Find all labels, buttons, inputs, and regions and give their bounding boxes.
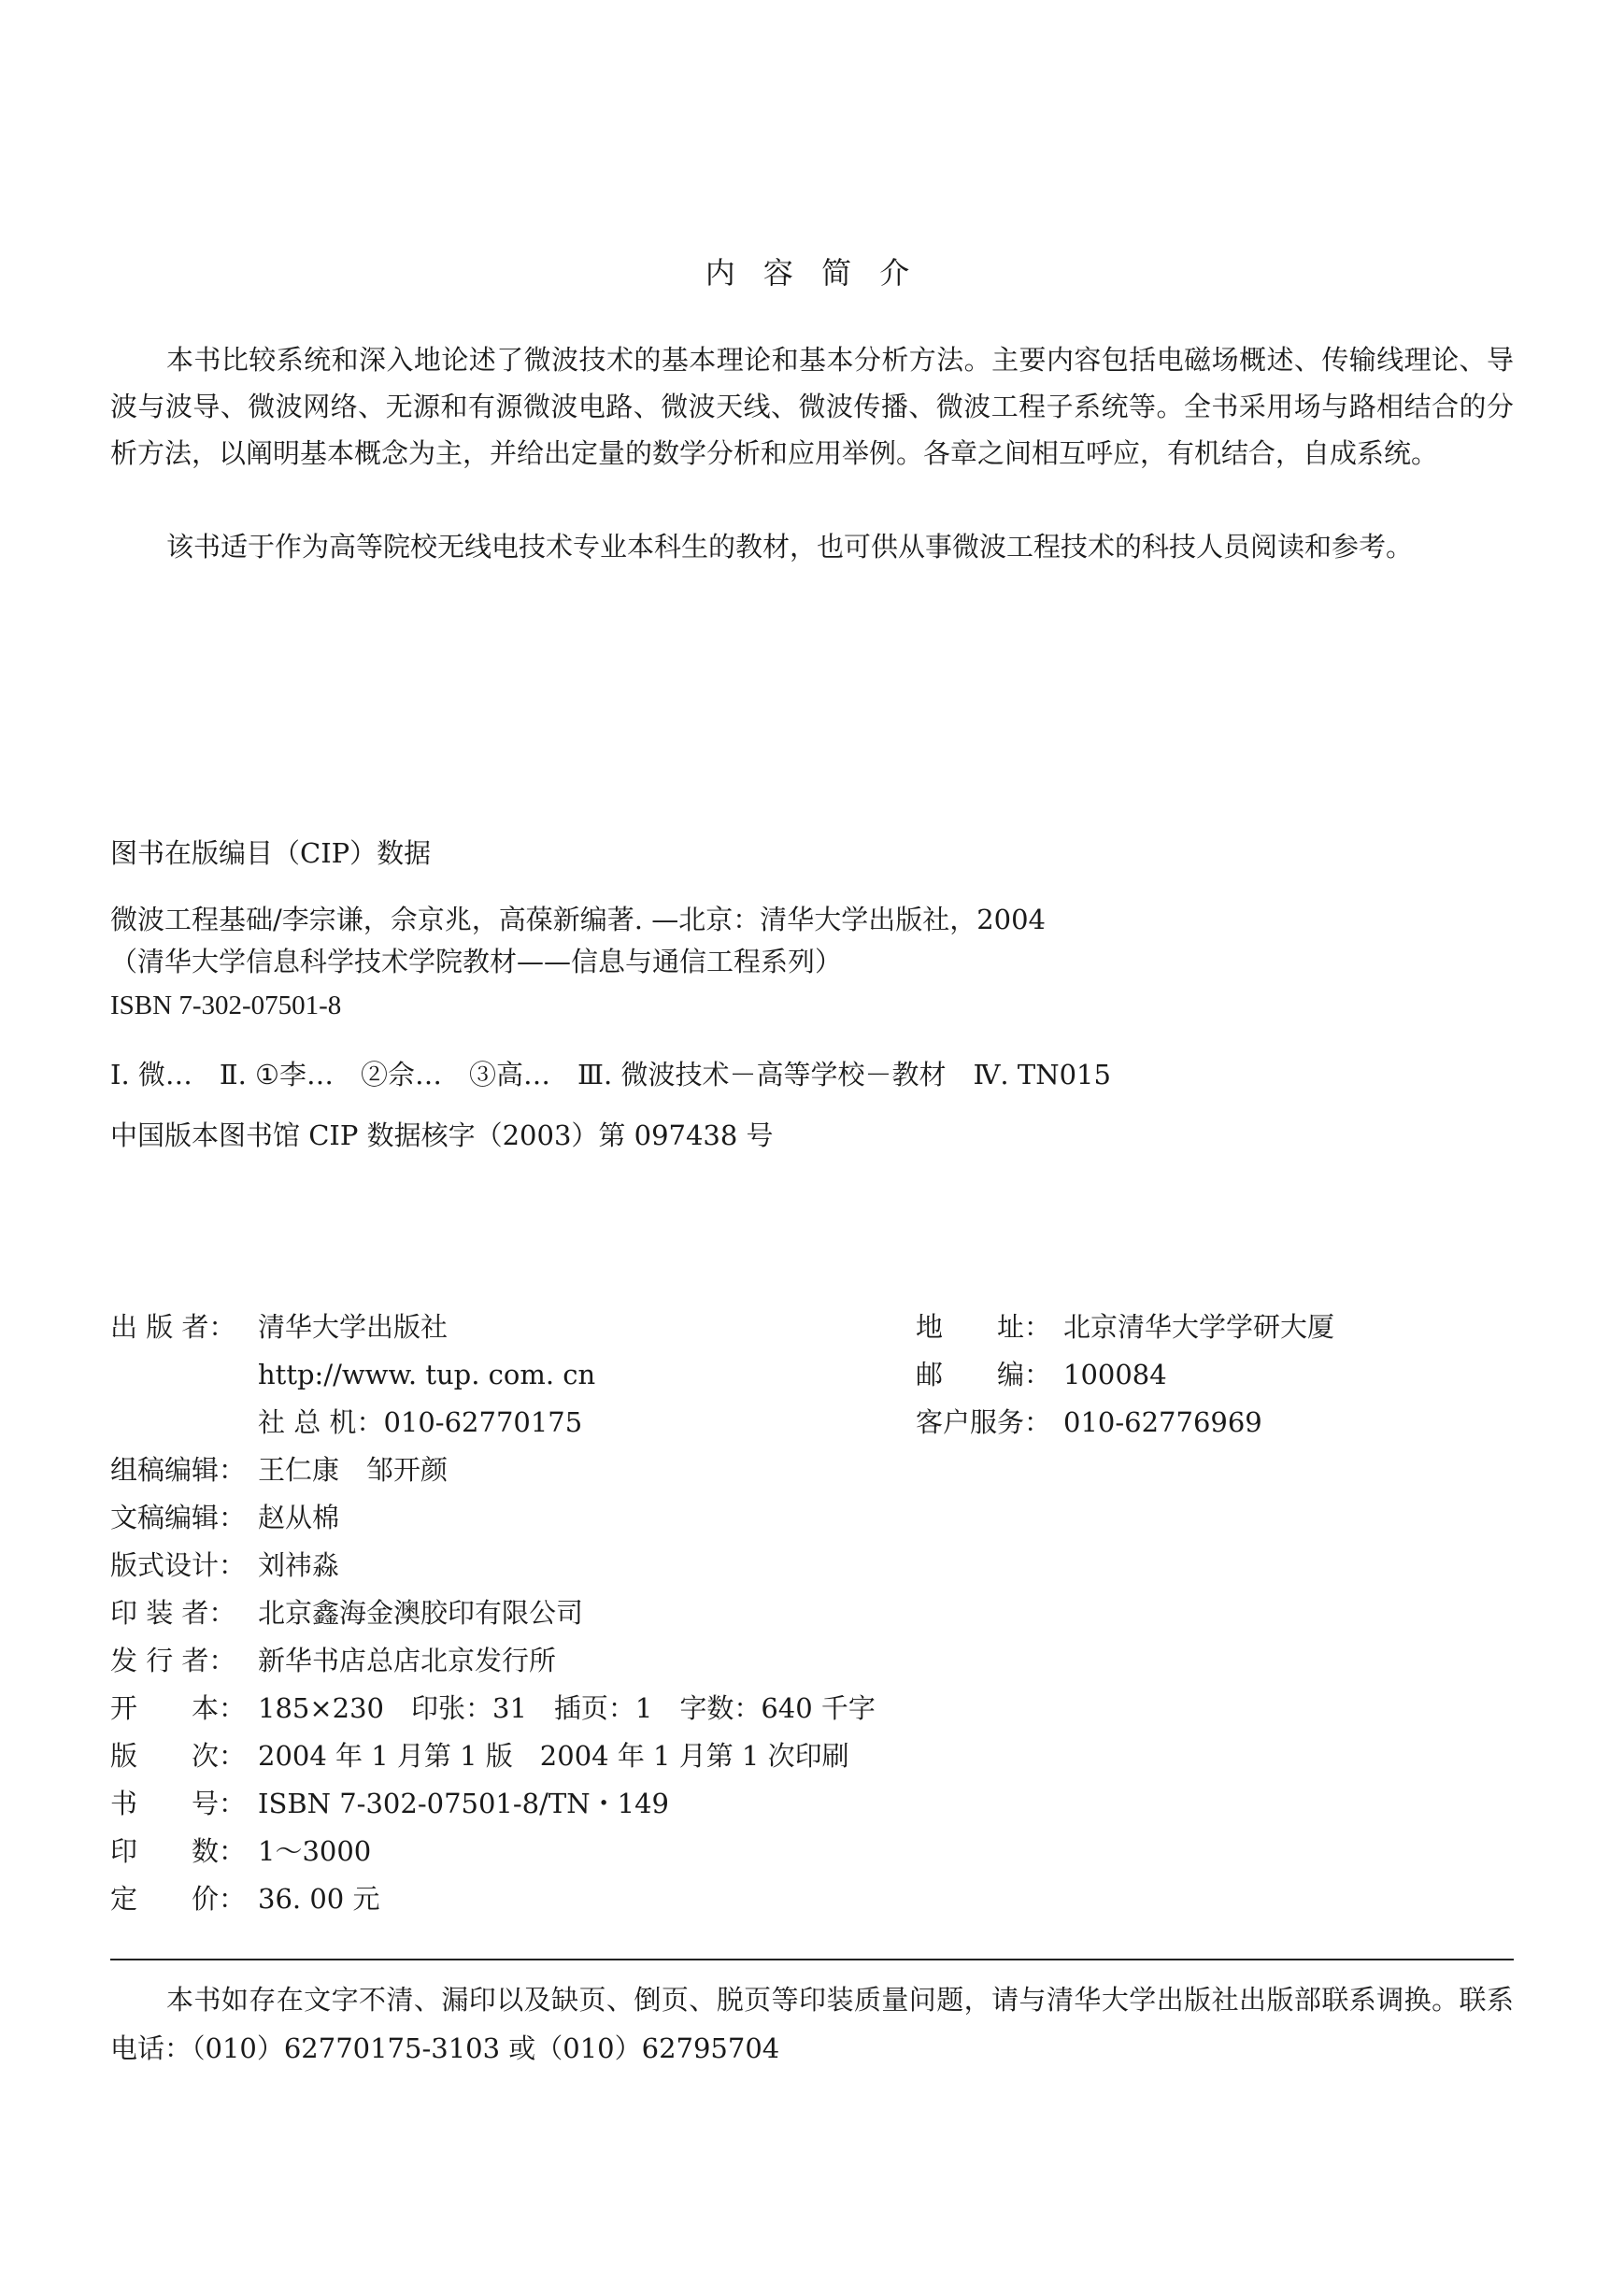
design-value: 刘祎淼 <box>258 1549 340 1581</box>
edition-value: 2004 年 1 月第 1 版 2004 年 1 月第 1 次印刷 <box>258 1740 849 1772</box>
postcode-label: 邮 编： <box>916 1359 1052 1390</box>
cip-classification: Ⅰ. 微… Ⅱ. ①李… ②佘… ③高… Ⅲ. 微波技术－高等学校－教材 Ⅳ. TN015 <box>110 1059 1111 1090</box>
edition-label: 版 次： <box>110 1740 247 1772</box>
book-number-row <box>110 1780 951 1828</box>
copy-editor-value: 赵从棉 <box>258 1502 340 1533</box>
service-value: 010-62776969 <box>1063 1406 1262 1438</box>
copies-value: 1～3000 <box>258 1835 372 1867</box>
price-label: 定 价： <box>110 1883 247 1915</box>
price-row <box>110 1875 951 1923</box>
copies-row <box>110 1828 951 1875</box>
cip-heading: 图书在版编目（CIP）数据 <box>110 837 432 869</box>
copy-editor-row <box>110 1494 951 1542</box>
publisher-website: http://www. tup. com. cn <box>258 1359 596 1390</box>
design-label: 版式设计： <box>110 1549 247 1581</box>
divider-line <box>110 1959 1514 1960</box>
printer-label: 印 装 者： <box>110 1597 236 1629</box>
phone-value: 010-62770175 <box>383 1406 583 1438</box>
intro-paragraph-1: 本书比较系统和深入地论述了微波技术的基本理论和基本分析方法。主要内容包括电磁场概述、传输线理论、导波与波导、微波网络、无源和有源微波电路、微波天线、微波传播、微波工程子系统等。全书采用场与路相结合的分析方法，以阐明基本概念为主，并给出定量的数学分析和应用举例。各章之间相互呼应，有机结合，自成系统。 <box>110 344 1514 469</box>
service-row <box>916 1399 1514 1447</box>
cip-series-line: （清华大学信息科学技术学院教材——信息与通信工程系列） <box>110 946 843 977</box>
postcode-value: 100084 <box>1063 1359 1167 1390</box>
intro-paragraph-2: 该书适于作为高等院校无线电技术专业本科生的教材，也可供从事微波工程技术的科技人员阅读和参考。 <box>166 531 1414 563</box>
website-row <box>110 1351 951 1399</box>
address-label: 地 址： <box>916 1311 1052 1343</box>
price-value: 36. 00 元 <box>258 1883 380 1915</box>
intro-title: 内 容 简 介 <box>705 255 919 291</box>
publisher-label: 出 版 者： <box>110 1311 236 1343</box>
phone-label: 社 总 机： <box>258 1406 384 1438</box>
editor-row <box>110 1447 951 1494</box>
service-label: 客户服务： <box>916 1406 1052 1438</box>
footer-note: 本书如存在文字不清、漏印以及缺页、倒页、脱页等印装质量问题，请与清华大学出版社出版部联系调换。联系电话：（010）62770175-3103 或（010）62795704 <box>110 1984 1514 2064</box>
design-row <box>110 1542 951 1589</box>
edition-row <box>110 1732 951 1780</box>
editor-label: 组稿编辑： <box>110 1454 247 1486</box>
cip-verification: 中国版本图书馆 CIP 数据核字（2003）第 097438 号 <box>110 1119 774 1151</box>
postcode-row <box>916 1351 1514 1399</box>
editor-value: 王仁康 邹开颜 <box>258 1454 449 1486</box>
distributor-row <box>110 1637 951 1685</box>
format-label: 开 本： <box>110 1692 247 1724</box>
cip-isbn: ISBN 7-302-07501-8 <box>110 991 342 1020</box>
format-row <box>110 1685 951 1732</box>
printer-row <box>110 1589 951 1637</box>
copies-label: 印 数： <box>110 1835 247 1867</box>
publication-info-right <box>916 1304 1514 1447</box>
distributor-label: 发 行 者： <box>110 1645 236 1676</box>
distributor-value: 新华书店总店北京发行所 <box>258 1645 557 1676</box>
book-number-label: 书 号： <box>110 1788 247 1819</box>
cip-record-line: 微波工程基础/李宗谦，佘京兆，高葆新编著. —北京：清华大学出版社，2004 <box>110 904 1047 935</box>
address-row <box>916 1304 1514 1351</box>
publisher-name: 清华大学出版社 <box>258 1311 449 1343</box>
format-value: 185×230 印张：31 插页：1 字数：640 千字 <box>258 1692 876 1724</box>
publication-info-left <box>110 1304 951 1923</box>
copy-editor-label: 文稿编辑： <box>110 1502 247 1533</box>
printer-value: 北京鑫海金澳胶印有限公司 <box>258 1597 584 1629</box>
phone-row <box>110 1399 951 1447</box>
book-number-value: ISBN 7-302-07501-8/TN・149 <box>258 1788 669 1819</box>
address-value: 北京清华大学学研大厦 <box>1063 1311 1335 1343</box>
publisher-row <box>110 1304 951 1351</box>
